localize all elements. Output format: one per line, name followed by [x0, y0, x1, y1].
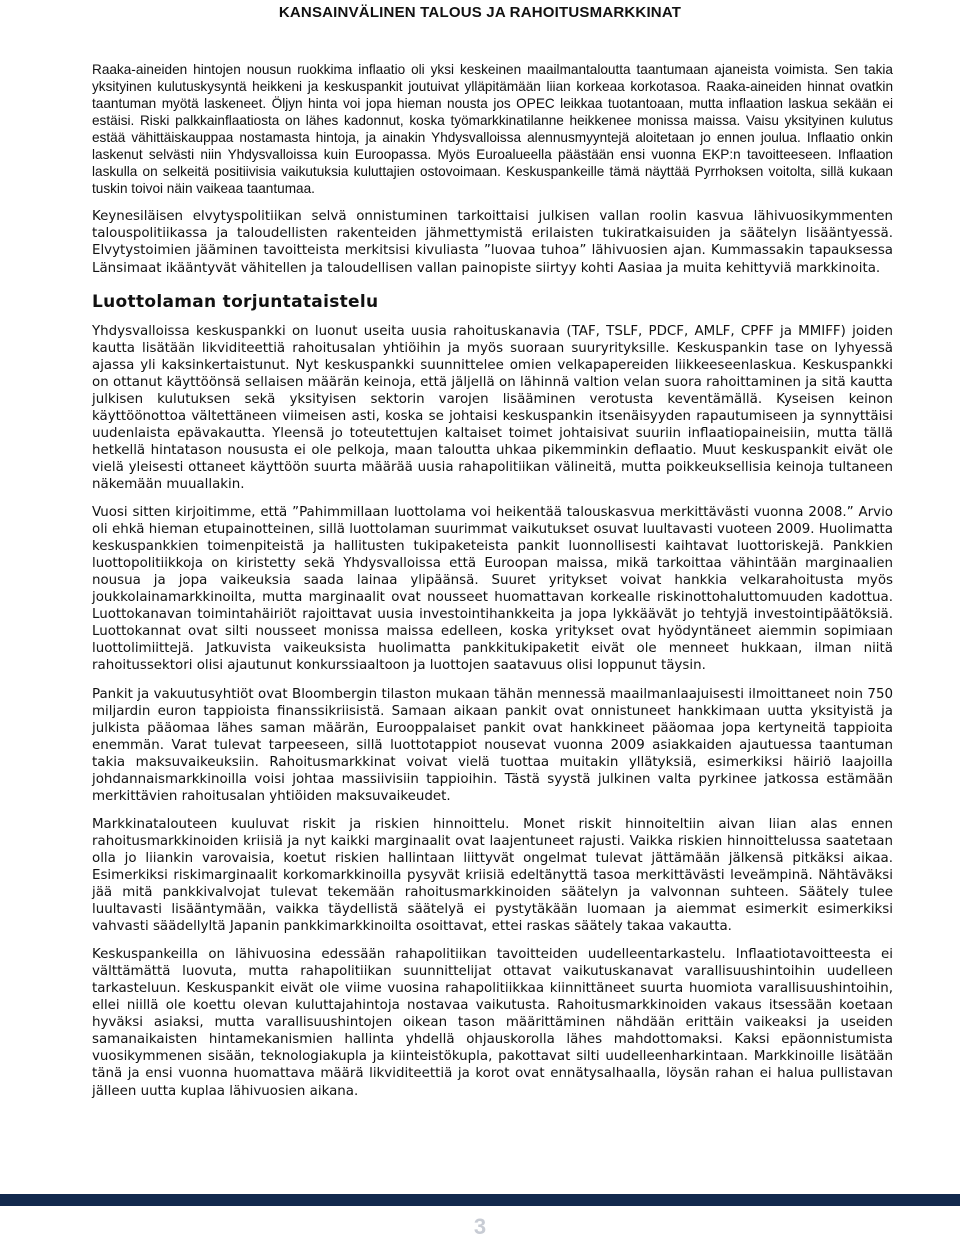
page-header — [0, 0, 960, 26]
footer-bar — [0, 1194, 960, 1206]
body-paragraph: Yhdysvalloissa keskuspankki on luonut useita uusia rahoituskanavia (TAF, TSLF, PDCF, AMLF, CPFF ja MMIFF) joiden kautta lisätään likviditeettiä rahoitusalan yhtiöihin ja myös suoraan suuryrityksille. Keskuspankin tase on lyhyessä ajassa yli kaksinkertaistunut. Nyt keskuspankki suunnittelee omien velkapapereiden liikkeeseenlaskua. Keskuspankki on ottanut käyttöönsä sellaisen määrän keinoja, että jäljellä on lähinnä valtion velan suora rahoittaminen ja sitä kautta julkisen kulutuksen sekä yksityisen sektorin varojen lisääminen verotusta keventämällä. Kyseisen keinon käyttöönottoa vältettäneen viimeisen asti, koska se johtaisi keskuspankin itsenäisyyden rapautumiseen ja synnyttäisi uudenlaista epävakautta. Yleensä jo toteutettujen kaltaiset toimet johtaisivat suuriin inflaatiopaineisiin, mutta tällä hetkellä hintatason noususta ei ole pelkoja, maan taloutta uhkaa pikemminkin deflaatio. Muut keskuspankit eivät ole vielä yleisesti ottaneet käyttöön suurta määrää uusia rahapolitiikan välineitä, mutta poikkeuksellisia keinoja tultaneen näkemään muuallakin. — [92, 323, 893, 492]
page-number: 3 — [473, 1214, 487, 1239]
body-paragraph: Vuosi sitten kirjoitimme, että ”Pahimmillaan luottolama voi heikentää talouskasvua merkittävästi vuonna 2008.” Arvio oli ehkä hieman etupainotteinen, sillä luottolaman suurimmat vaikutukset osuvat luultavasti vuoteen 2009. Huolimatta keskuspankkien toimenpiteistä ja hallitusten tukipaketeista pankit luonnollisesti kaihtavat luottoriskejä. Pankkien luottopolitiikkoja on kiristetty sekä Yhdysvalloissa että Euroopan maissa, mikä tarkoittaa vähintään marginaalien nousua ja jopa vaikeuksia saada lainaa ylipäänsä. Suuret yritykset voivat hankkia velkarahoitusta myös joukkolainamarkkinoilta, mutta marginaalit ovat nousseet huomattavan korkealle riskinottohaluttomuuden kadottua. Luottokanavan toimintahäiriöt rajoittavat uusia investointihankkeita ja jopa lykkäävät jo tehtyjä investointipäätöksiä. Luottokannat ovat silti nousseet monissa maissa edelleen, koska yritykset ovat hyödyntäneet aiemmin sopimiaan luottolimiittejä. Jatkuvista vaikeuksista huolimatta pankkitukipaketit eivät ole menneet hukkaan, ilman niitä rahoitussektori olisi ajautunut konkurssiaaltoon ja luottojen saatavuus olisi loppunut täysin. — [92, 505, 893, 674]
body-paragraph: Keskuspankeilla on lähivuosina edessään rahapolitiikan tavoitteiden uudelleentarkastelu. Inflaatiotavoitteesta ei välttämättä luovuta, mutta rahapolitiikan suunnittelijat ottavat vaikutuskanavat varallisuushintoihin uudelleen tarkasteluun. Keskuspankit eivät ole viime vuosina rahapolitiikkaa kiinnittäneet suurta huomiota varallisuushintoihin, ellei niillä ole koettu olevan kuluttajahintoja nostavaa vaikutusta. Rahoitusmarkkinoiden vakaus itsessään koetaan hyväksi asiaksi, mutta varallisuushintojen oikean tason määrittäminen nähdään erittäin vaikeaksi ja useiden samanaikaisten hintamekanismien hallinta yhdellä ohjauskorolla lähes mahdottomaksi. Kaksi epäonnistumista vuosikymmenen sisään, teknologiakupla ja kiinteistökupla, pakottavat silti uudelleenharkintaan. Markkinoille lisätään tänä ja ensi vuonna huomattava määrä likviditeettiä ja korot ovat ennätysalhaalla, löysän rahan ei halua pullistavan jälleen uutta kuplaa lähivuosien aikana. — [92, 947, 893, 1099]
document-body — [92, 61, 893, 1111]
section-heading: Luottolaman torjuntataistelu — [92, 291, 379, 312]
body-paragraph: Keynesiläisen elvytyspolitiikan selvä onnistuminen tarkoittaisi julkisen vallan roolin kasvua lähivuosikymmenten talouspolitiikassa ja taloudellisten rakenteiden jähmettymistä erilaisten tukiratkaisuiden ja säätelyn lisääntyessä. Elvytystoimien jääminen tavoitteista merkitsisi kivuliasta ”luovaa tuhoa” lähivuosien ajan. Kummassakin tapauksessa Länsimaat ikääntyvät vähitellen ja taloudellisen vallan painopiste siirtyy kohti Aasiaa ja muita kehittyviä markkinoita. — [92, 209, 893, 276]
body-paragraph: Raaka-aineiden hintojen nousun ruokkima inflaatio oli yksi keskeinen maailmantaloutta taantumaan ajaneista voimista. Sen takia yksityinen kulutuskysyntä heikkeni ja keskuspankit joutuivat ylläpitämään liian korkeaa korkotasoa. Raaka-aineiden hinnat ovatkin taantuman myötä laskeneet. Öljyn hinta voi jopa hieman nousta jos OPEC leikkaa tuotantoaan, mutta inflaation laskua sekään ei estäisi. Riski palkkainflaatiosta on lähes kadonnut, koska työmarkkinatilanne heikkenee monissa maissa. Vaisu yksityinen kulutus estää vähittäiskauppaa nostamasta hintoja, ja ainakin Yhdysvalloissa alennusmyyntejä aloitetaan jo ennen joulua. Inflaatio onkin laskenut selvästi niin Yhdysvalloissa kuin Euroopassa. Myös Euroalueella päästään ensi vuonna EKP:n tavoitteeseen. Inflaation laskulla on selkeitä positiivisia vaikutuksia kuluttajien ostovoimaan. Keskuspankeille tämä näyttää Pyrrhoksen voitolta, sillä kukaan tuskin toivoi näin vaikeaa taantumaa. — [92, 62, 893, 197]
header-title: KANSAINVÄLINEN TALOUS JA RAHOITUSMARKKINAT — [278, 4, 682, 21]
body-paragraph: Pankit ja vakuutusyhtiöt ovat Bloombergin tilaston mukaan tähän mennessä maailmanlaajuisesti ilmoittaneet noin 750 miljardin euron tappioista finanssikriisistä. Samaan aikaan pankit ovat onnistuneet hankkimaan uutta yksityistä ja julkista pääomaa lähes saman määrän, Eurooppalaiset pankit ovat hankkineet pääomaa jopa kertyneitä tappioita enemmän. Varat tulevat tarpeeseen, sillä luottotappiot nousevat vuonna 2009 asiakkaiden ajautuessa taantuman takia maksuvaikeuksiin. Rahoitusmarkkinat voivat vielä tuottaa muitakin yllätyksiä, esimerkiksi häiriö laajoilla johdannaismarkkinoilla voisi johtaa massiivisiin tappioihin. Tästä syystä julkinen valta pyrkinee jatkossa estämään merkittävien rahoitusalan yhtiöiden maksuvaikeudet. — [92, 686, 893, 804]
body-paragraph: Markkinatalouteen kuuluvat riskit ja riskien hinnoittelu. Monet riskit hinnoiteltiin aivan liian alas ennen rahoitusmarkkinoiden kriisiä ja nyt kaikki marginaalit ovat laajentuneet rajusti. Vaikka riskien hinnoittelussa saatetaan olla jo liiankin varovaisia, koetut riskien hallintaan liittyvät ongelmat tulevat jättämään jälkensä pitkäksi aikaa. Esimerkiksi riskimarginaalit korkomarkkinoilla pysyvät kriisiä edeltänyttä tasoa merkittävästi leveämpinä. Nähtäväksi jää mitä pankkivalvojat tulevat tekemään rahoitusmarkkinoiden säätelyn ja valvonnan suhteen. Säätely tulee luultavasti lisääntymään, vaikka täydellistä säätelyä ei pystytäkään luomaan ja aiemmat esimerkit esimerkiksi vahvasti säädellyltä Japanin pankkimarkkinoilta osoittavat, ettei raskas säätely takaa vakautta. — [92, 816, 893, 935]
